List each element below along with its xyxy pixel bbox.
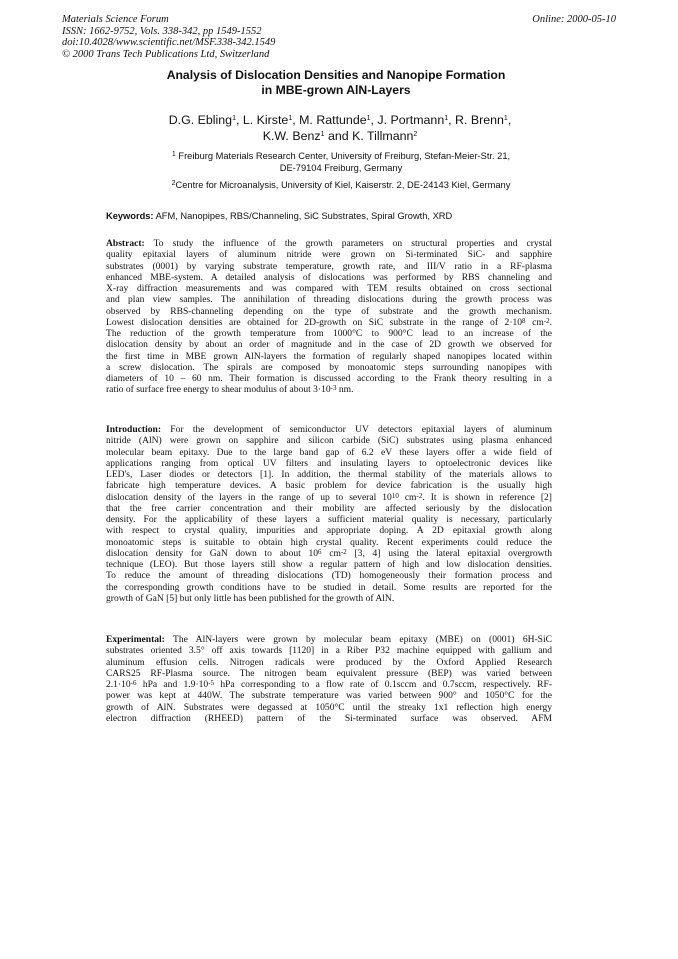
affiliation-text: Centre for Microanalysis, University of Kiel, Kaiserstr. 2, DE-24143 Kiel, Germany [175,180,511,190]
journal-name: Materials Science Forum [62,14,169,25]
text-segment: dislocation density of the layers in the range of up to several 10 [106,491,392,503]
text-line: nitride (AlN) were grown on sapphire and silicon carbide (SiC) substrates using plasma enhanced [106,435,552,447]
text-line: the corresponding growth conditions have to be studied in detail. Some results are reported for the [106,581,552,593]
text-segment: hPa and 1.9·10 [136,679,209,690]
author-name: L. Kirste [242,113,289,127]
text-line: X-ray diffraction measurements and was compared with TEM results obtained on cross sectional [106,283,552,294]
text-line: dislocation density by about an order of magnitude and in the case of 2D growth we observed for [106,339,552,351]
journal-header [62,14,622,60]
text-line: the first time in MBE grown AlN-layers the formation of regularly shaped nanopipes located within [106,350,552,362]
text-segment: 2.1·10 [106,679,131,690]
affiliation-text: Freiburg Materials Research Center, University of Freiburg, Stefan-Meier-Str. 21, [178,151,511,161]
text-line [106,384,552,395]
issn-info: ISSN: 1662-9752, Vols. 338-342, pp 1549-1552 [62,25,262,37]
title-line-2: in MBE-grown AlN-Layers [261,83,411,97]
author-affil-sup: 1 [288,115,293,122]
text-segment: Lowest dislocation densities are obtained for 2D-growth on SiC substrate in the range of 2·10 [106,316,523,328]
text-line: monoatomic steps is suitable to obtain high crystal quality. Recent experiments could reduce the [106,536,552,548]
affiliation-sup: 1 [171,151,176,158]
title-line-1: Analysis of Dislocation Densities and Nanopipe Formation [166,68,506,82]
superscript: 10 [391,491,399,500]
text-line: observed by RBS-channeling depending on the type of substrate and the growth mechanism. [106,305,552,317]
author-affil-sup: 1 [444,115,449,122]
keywords [106,210,626,222]
text-line [106,548,552,559]
introduction-paragraph [106,424,552,604]
affiliation-1 [96,150,586,174]
text-line: LED's, Laser diodes or detectors [1]. In addition, the thermal stability of the materials allows to [106,469,552,480]
text-line: To study the influence of the growth parameters on structural properties and crystal [153,238,552,249]
text-line: power was kept at 440W. The substrate temperature was varied between 900° and 1050°C for the [106,690,552,702]
text-line: molecular beam epitaxy. Due to the large band gap of 6.2 eV these layers offer a wide field of [106,446,552,458]
abstract-label: Abstract: [106,238,145,249]
text-segment: nm. [336,384,354,396]
author-affil-sup: 1 [366,115,371,122]
text-segment: ratio of surface free energy to shear modulus of about 3·10 [106,384,331,396]
superscript: -5 [208,679,215,687]
text-line: a screw dislocation. The spirals are composed by monoatomic steps surrounding nanopipes with [106,361,552,373]
text-line: electron diffraction (RHEED) pattern of the Si-terminated surface was observed. AFM [106,712,552,724]
author-name: D.G. Ebling [168,113,233,127]
author-list [100,112,580,144]
superscript: 6 [318,547,322,556]
affiliation-2 [96,179,586,191]
text-line: with respect to crystal quality, impurities and appropriate doping. A 2D epitaxial growth along [106,525,552,537]
abstract-paragraph [106,238,552,396]
text-line [106,679,552,690]
text-segment: cm [398,491,417,503]
superscript: -2 [416,491,423,500]
text-segment: [3, 4] using the lateral epitaxial overgrowth [346,547,552,559]
experimental-label: Experimental: [106,634,165,645]
doi-link[interactable]: doi:10.4028/www.scientific.net/MSF.338-342.1549 [62,37,276,48]
text-line: To reduce the amount of threading dislocations (TD) homogeneously their formation process and [106,570,552,582]
superscript: -3 [330,384,337,393]
text-segment: cm [321,547,341,559]
author-affil-sup: 1 [232,115,236,122]
text-line: applications ranging from optical UV filters and insulating layers to optoelectronic devices like [106,457,552,469]
text-line: CARS25 RF-Plasma source. The nitrogen beam equivalent pressure (BEP) was varied between [106,667,552,679]
experimental-paragraph [106,634,552,724]
text-line: substrates (0001) by varying substrate temperature, growth rate, and III/V ratio in a RF-plasma [106,260,552,272]
text-line: and plan view samples. The annihilation of threading dislocations during the growth process was [106,294,552,306]
text-segment: cm [525,316,544,328]
author-affil-sup: 1 [503,115,508,122]
text-line: fabricate high temperature devices. A basic problem for device fabrication is the usually high [106,480,552,492]
text-line [106,492,552,503]
copyright-notice: © 2000 Trans Tech Publications Ltd, Switzerland [62,48,270,60]
text-segment: hPa corresponding to a flow rate of 0.1sccm and 0.7sccm, respectively. RF- [214,679,552,690]
author-name: M. Rattunde [299,113,367,127]
author-name: J. Portmann [377,113,445,127]
superscript: -2 [340,547,347,556]
text-line: diameters of 10 – 60 nm. Their formation is discussed according to the Frank theory resulting in a [106,373,552,384]
text-line: that the free carrier concentration and their mobility are affected seriously by the dislocation [106,502,552,514]
affiliation-sup: 2 [171,180,176,187]
text-line: For the development of semiconductor UV detectors epitaxial layers of aluminum [170,424,552,435]
text-line: enhanced MBE-system. A detailed analysis of dislocations was performed by RBS channeling and [106,271,552,283]
introduction-label: Introduction: [106,424,161,435]
text-line: technique (LEO). But those layers still show a regular pattern of high and low dislocation densities. [106,559,552,570]
author-and: and [327,129,349,143]
author-row-1: D.G. Ebling$^1$, L. Kirste$^1$, M. Rattunde$^1$, J. Portmann$^1$, R. Brenn$^1$, [168,113,512,127]
text-line: growth of AlN. Substrates were degassed at 1050°C until the streaky 1x1 reflection high energy [106,701,552,713]
affiliation-text: DE-79104 Freiburg, Germany [279,163,403,173]
superscript: -6 [130,679,137,687]
text-line: aluminum effusion cells. Nitrogen radicals were produced by the Oxford Applied Research [106,656,552,668]
author-name: K.W. Benz [262,129,321,143]
text-line: The reduction of the growth temperature from 1000°C to 900°C lead to an increase of the [106,328,552,339]
text-line: density. For the applicability of these layers a sufficient material quality is necessary, particularly [106,514,552,525]
text-line: quality epitaxial layers of aluminum nitride were grown on Si-terminated SiC- and sapphire [106,249,552,261]
author-row-2 [100,128,580,144]
online-date: Online: 2000-05-10 [532,14,616,25]
superscript: -2 [543,316,550,325]
text-line: growth of GaN [5] but only little has been published for the growth of AlN. [106,592,395,604]
keywords-text: AFM, Nanopipes, RBS/Channeling, SiC Substrates, Spiral Growth, XRD [155,211,453,221]
text-line: substrates oriented 3.5° off axis towards [1120] in a Riber P32 machine equipped with gallium and [106,645,552,657]
author-affil-sup: 2 [413,131,418,138]
text-line [106,317,552,328]
author-name: R. Brenn [455,113,504,127]
text-line: The AlN-layers were grown by molecular beam epitaxy (MBE) on (0001) 6H-SiC [173,634,552,645]
author-name: K. Tillmann [352,129,414,143]
text-segment: dislocation density for GaN down to about 10 [106,547,319,559]
author-affil-sup: 1 [320,131,325,138]
text-segment: . It is shown in reference [2] [422,491,552,503]
paper-title [80,68,592,98]
text-segment: . [549,316,552,328]
superscript: 8 [522,316,526,325]
keywords-label: Keywords: [106,211,154,221]
